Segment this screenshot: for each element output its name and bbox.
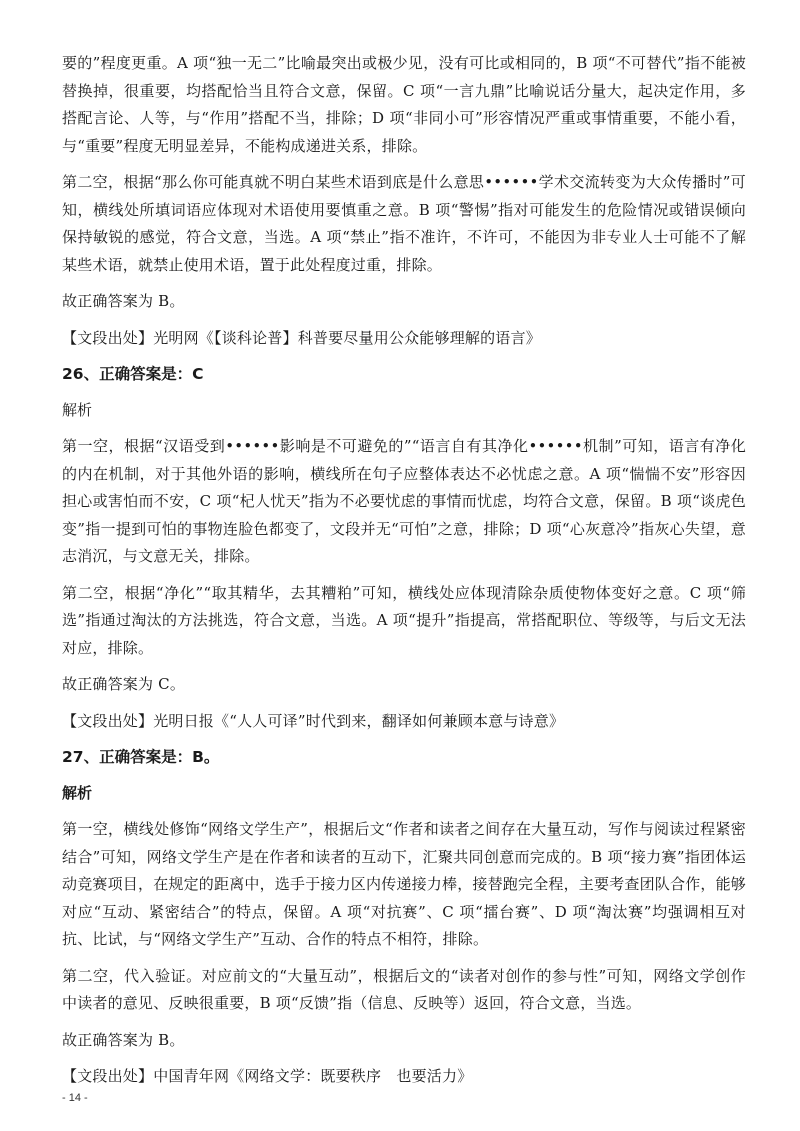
q25-source: 【文段出处】光明网《【谈科论普】科普要尽量用公众能够理解的语言》 bbox=[62, 328, 541, 347]
q27-conclusion: 故正确答案为 B。 bbox=[62, 1030, 185, 1049]
page-number: - 14 - bbox=[62, 1092, 88, 1104]
q26-heading: 26、正确答案是：C bbox=[62, 365, 204, 383]
q27-analysis-blank2: 第二空，代入验证。对应前文的“大量互动”，根据后文的“读者对创作的参与性”可知，网络文学创作中读者的意见、反映很重要，B 项“反馈”指（信息、反映等）返回，符合文意，当选。 bbox=[62, 966, 746, 1012]
q25-conclusion: 故正确答案为 B。 bbox=[62, 292, 185, 310]
q26-analysis-blank1: 第一空，根据“汉语受到••••••影响是不可避免的”“语言自有其净化••••••机制”可知，语言有净化的内在机制，对于其他外语的影响，横线所在句子应整体表达不必忧虑之意。A 项“惴惴不安”形容因担心或害怕而不安，C 项“杞人忧天”指为不必要忧虑的事情而忧虑，均符合文意，保留。B 项“谈虎色变”指一提到可怕的事物连脸色都变了，文段并无“可怕”之意，排除；D 项“心灰意冷”指灰心失望，意志消沉，与文意无关，排除。 bbox=[62, 437, 746, 565]
q26-source: 【文段出处】光明日报《“人人可译”时代到来，翻译如何兼顾本意与诗意》 bbox=[62, 711, 565, 730]
q26-analysis-label: 解析 bbox=[62, 401, 93, 419]
q27-analysis-blank1: 第一空，横线处修饰“网络文学生产”，根据后文“作者和读者之间存在大量互动，写作与阅读过程紧密结合”可知，网络文学生产是在作者和读者的互动下，汇聚共同创意而完成的。B 项“接力赛”指团体运动竞赛项目，在规定的距离中，选手于接力区内传递接力棒，接替跑完全程，主要考查团队合作，能够对应“互动、紧密结合”的特点，保留。A 项“对抗赛”、C 项“擂台赛”、D 项“淘汰赛”均强调相互对抗、比试，与“网络文学生产”互动、合作的特点不相符，排除。 bbox=[62, 820, 747, 948]
answer-analysis-content bbox=[62, 50, 746, 1100]
q26-analysis-blank2: 第二空，根据“净化”“取其精华，去其糟粕”可知，横线处应体现清除杂质使物体变好之意。C 项“筛选”指通过淘汰的方法挑选，符合文意，当选。A 项“提升”指提高，常搭配职位、等级等，与后文无法对应，排除。 bbox=[62, 583, 746, 657]
q26-conclusion: 故正确答案为 C。 bbox=[62, 675, 186, 693]
q25-analysis-blank2: 第二空，根据“那么你可能真就不明白某些术语到底是什么意思••••••学术交流转变为大众传播时”可知，横线处所填词语应体现对术语使用要慎重之意。B 项“警惕”指对可能发生的危险情况或错误倾向保持敏锐的感觉，符合文意，当选。A 项“禁止”指不准许，不许可，不能因为非专业人士可能不了解某些术语，就禁止使用术语，置于此处程度过重，排除。 bbox=[62, 173, 746, 274]
q27-analysis-label: 解析 bbox=[62, 784, 93, 802]
q27-source: 【文段出处】中国青年网《网络文学：既要秩序 也要活力》 bbox=[62, 1067, 473, 1085]
q27-heading: 27、正确答案是：B。 bbox=[62, 748, 220, 766]
q25-analysis-blank1-cont: 要的”程度更重。A 项“独一无二”比喻最突出或极少见，没有可比或相同的，B 项“不可替代”指不能被替换掉，很重要，均搭配恰当且符合文意，保留。C 项“一言九鼎”比喻说话分量大，起决定作用，多搭配言论、人等，与“作用”搭配不当，排除；D 项“非同小可”形容情况严重或事情重要，不能小看，与“重要”程度无明显差异，不能构成递进关系，排除。 bbox=[62, 54, 746, 155]
